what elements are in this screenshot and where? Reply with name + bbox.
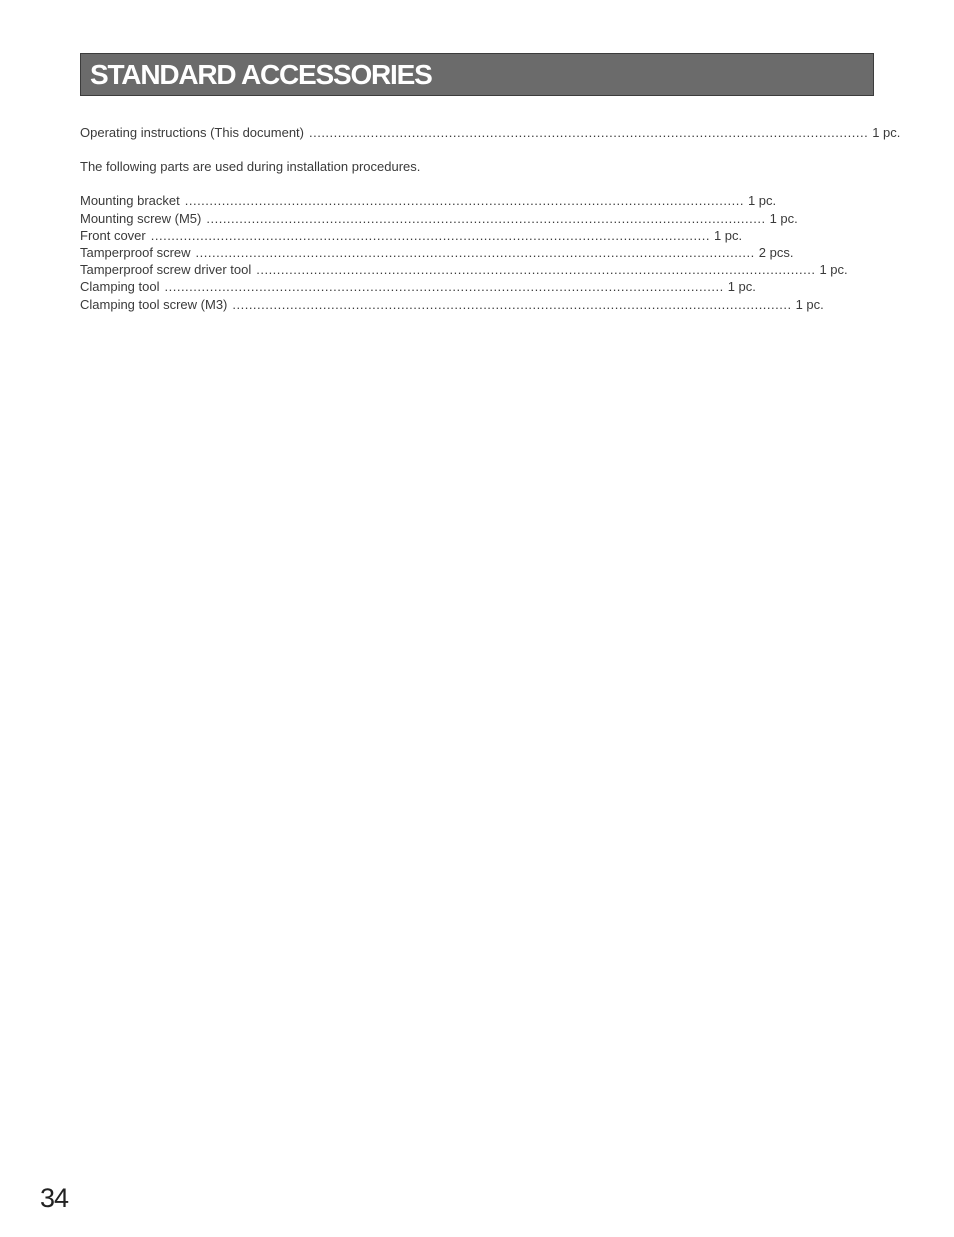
dot-leader: ........................................................................................................................................ [206,210,766,226]
list-item [80,278,756,295]
dot-leader: ........................................................................................................................................ [195,245,755,261]
dot-leader: ........................................................................................................................................ [164,279,724,295]
item-quantity: 1 pc. [713,227,743,243]
item-quantity: 1 pc. [795,296,824,312]
item-name: Clamping tool screw (M3) [80,296,228,312]
item-quantity: 1 pc. [727,279,756,295]
accessories-list [80,124,901,313]
list-item [80,210,798,227]
dot-leader: ........................................................................................................................................ [232,296,792,312]
item-name: Tamperproof screw driver tool [80,262,252,278]
list-item [80,244,794,261]
list-item [80,227,743,244]
item-name: Mounting bracket [80,193,180,209]
list-item [80,261,848,278]
list-item [80,296,824,313]
dot-leader: ........................................................................................................................................ [256,262,816,278]
list-item [80,124,901,141]
item-quantity: 1 pc. [769,210,798,226]
dot-leader: ........................................................................................................................................ [184,193,744,209]
item-name: Tamperproof screw [80,245,191,261]
item-quantity: 2 pcs. [758,245,794,261]
item-quantity: 1 pc. [819,262,848,278]
item-name: Operating instructions (This document) [80,125,304,140]
item-quantity: 1 pc. [747,193,777,209]
page-number: 34 [40,1183,69,1213]
item-name: Front cover [80,227,146,243]
section-title-bar [80,53,874,96]
item-quantity: 1 pc. [872,125,901,140]
page-title: STANDARD ACCESSORIES [90,59,432,90]
dot-leader: ........................................................................................................................................ [150,227,710,243]
item-name: Mounting screw (M5) [80,210,202,226]
dot-leader: ........................................................................................................................................ [308,125,869,140]
list-item [80,192,777,209]
installation-note: The following parts are used during installation procedures. [80,159,421,175]
item-name: Clamping tool [80,279,160,295]
